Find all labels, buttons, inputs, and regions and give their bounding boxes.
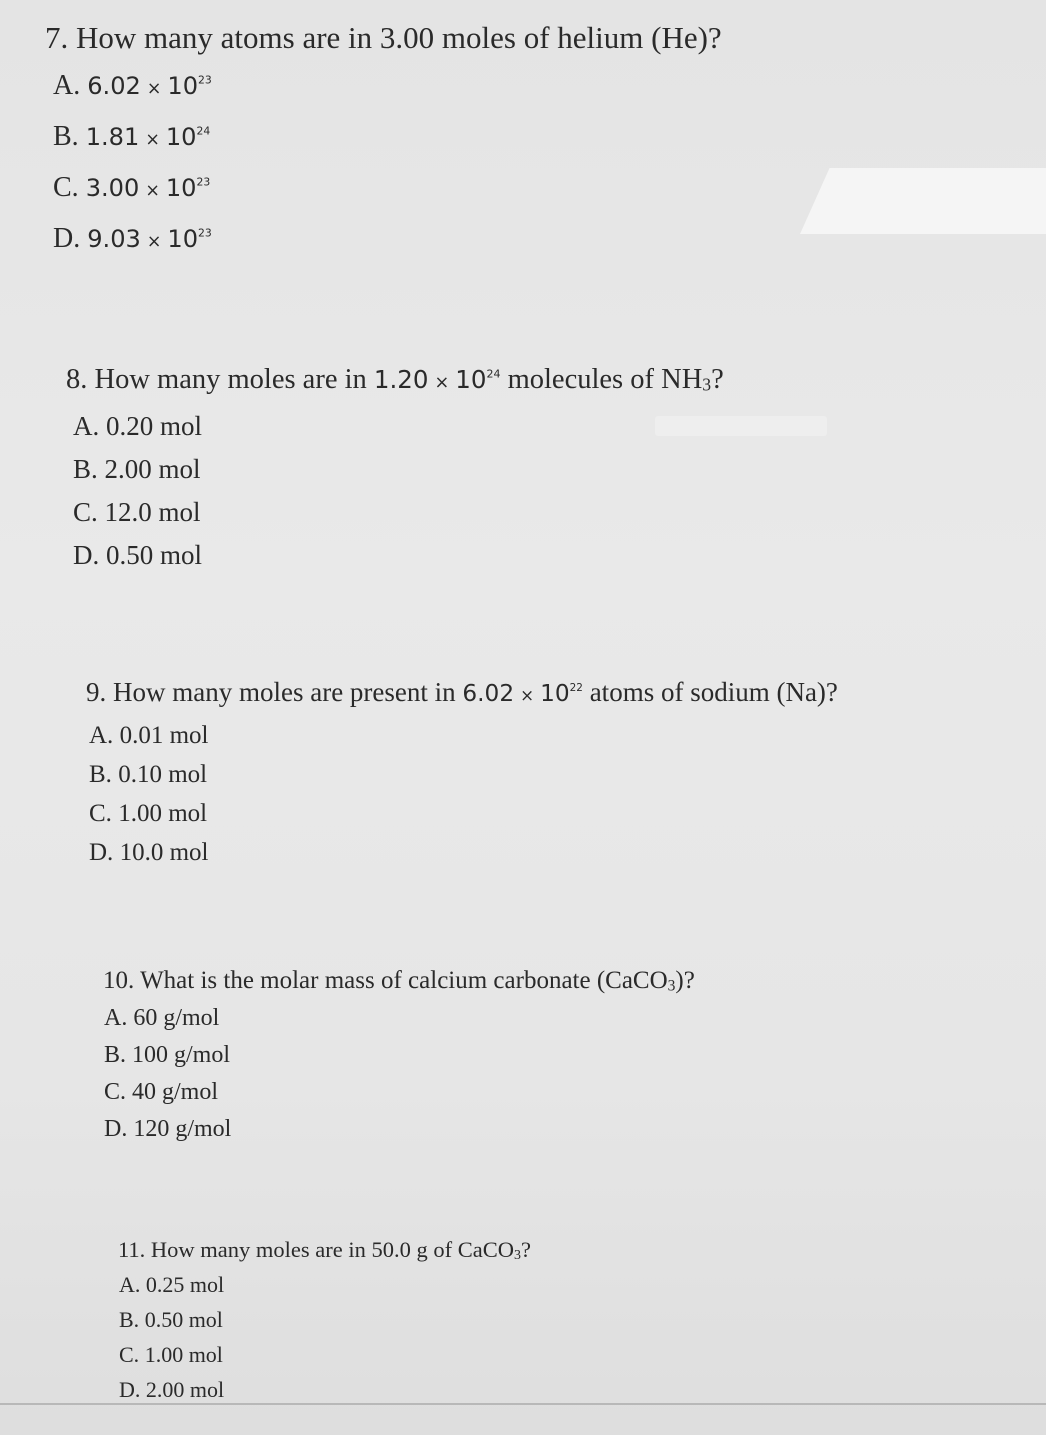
times-sign: × bbox=[145, 181, 160, 201]
option-text: 0.10 mol bbox=[118, 761, 208, 788]
option-letter: C. bbox=[73, 497, 98, 527]
option-letter: A. bbox=[89, 722, 114, 749]
option-text: 100 g/mol bbox=[132, 1042, 231, 1068]
mantissa: 1.20 bbox=[373, 365, 429, 394]
power-base: 10 bbox=[540, 680, 570, 707]
times-sign: × bbox=[146, 232, 162, 252]
scientific-number bbox=[86, 174, 211, 202]
question-stem: What is the molar mass of calcium carbonate (CaCO bbox=[140, 967, 668, 994]
option-letter: C. bbox=[104, 1079, 127, 1105]
scientific-number bbox=[86, 123, 211, 151]
option-letter: A. bbox=[104, 1005, 128, 1031]
option-letter: B. bbox=[89, 761, 112, 788]
times-sign: × bbox=[146, 79, 162, 99]
option-letter: B. bbox=[53, 121, 79, 152]
question-9 bbox=[86, 671, 838, 872]
option-text: 120 g/mol bbox=[133, 1116, 232, 1142]
question-stem: How many moles are in 50.0 g of CaCO bbox=[150, 1237, 514, 1262]
option-c[interactable] bbox=[89, 794, 838, 833]
option-letter: D. bbox=[89, 839, 114, 866]
answer-options bbox=[45, 62, 722, 266]
answer-options bbox=[118, 1267, 531, 1407]
power-base: 10 bbox=[167, 225, 199, 253]
option-b[interactable] bbox=[73, 448, 724, 491]
answer-options bbox=[103, 1000, 695, 1148]
question-stem: How many atoms are in 3.00 moles of helium (He)? bbox=[76, 20, 722, 55]
option-letter: D. bbox=[119, 1377, 141, 1402]
option-b[interactable] bbox=[119, 1302, 531, 1337]
subscript: 3 bbox=[667, 977, 676, 995]
option-text: 0.50 mol bbox=[106, 540, 203, 570]
option-b[interactable] bbox=[89, 755, 838, 794]
option-c[interactable] bbox=[53, 164, 722, 215]
mantissa: 3.00 bbox=[85, 174, 140, 202]
mantissa: 6.02 bbox=[87, 72, 141, 100]
option-text: 2.00 mol bbox=[145, 1377, 225, 1402]
option-d[interactable] bbox=[53, 215, 722, 266]
option-b[interactable] bbox=[104, 1037, 695, 1074]
option-text: 40 g/mol bbox=[132, 1079, 219, 1105]
question-text bbox=[103, 962, 695, 1000]
question-8 bbox=[66, 358, 724, 577]
power-base: 10 bbox=[455, 365, 487, 394]
question-number: 8. bbox=[66, 364, 88, 395]
answer-options bbox=[66, 405, 724, 577]
option-text: 1.00 mol bbox=[118, 800, 208, 827]
mantissa: 9.03 bbox=[87, 225, 141, 253]
option-c[interactable] bbox=[73, 491, 724, 534]
option-b[interactable] bbox=[53, 113, 722, 164]
power-base: 10 bbox=[165, 174, 197, 202]
option-text: 0.20 mol bbox=[106, 411, 203, 441]
option-letter: A. bbox=[53, 70, 81, 101]
times-sign: × bbox=[434, 373, 450, 393]
option-a[interactable] bbox=[104, 1000, 695, 1037]
page-edge-line bbox=[0, 1403, 1046, 1405]
question-stem: How many moles are in bbox=[94, 364, 367, 395]
option-d[interactable] bbox=[104, 1111, 695, 1148]
option-a[interactable] bbox=[89, 716, 838, 755]
question-mark: )? bbox=[675, 967, 695, 994]
mantissa: 1.81 bbox=[85, 123, 140, 151]
option-c[interactable] bbox=[104, 1074, 695, 1111]
option-text: 0.01 mol bbox=[119, 722, 209, 749]
exponent: 23 bbox=[196, 175, 211, 189]
power-base: 10 bbox=[167, 72, 199, 100]
option-a[interactable] bbox=[119, 1267, 531, 1302]
question-stem: How many moles are present in bbox=[113, 677, 456, 707]
option-text: 60 g/mol bbox=[133, 1005, 220, 1031]
question-text bbox=[118, 1233, 531, 1267]
mantissa: 6.02 bbox=[462, 680, 515, 707]
question-10 bbox=[103, 962, 695, 1148]
question-11 bbox=[118, 1233, 531, 1407]
option-a[interactable] bbox=[73, 405, 724, 448]
question-number: 7. bbox=[45, 20, 69, 55]
question-text bbox=[66, 358, 724, 405]
times-sign: × bbox=[520, 685, 535, 705]
option-text: 0.25 mol bbox=[145, 1272, 225, 1297]
option-text: 12.0 mol bbox=[104, 497, 201, 527]
option-d[interactable] bbox=[89, 833, 838, 872]
option-text: 1.00 mol bbox=[144, 1342, 223, 1367]
question-7 bbox=[45, 14, 722, 266]
option-letter: B. bbox=[73, 454, 98, 484]
option-c[interactable] bbox=[119, 1337, 531, 1372]
times-sign: × bbox=[145, 130, 160, 150]
option-letter: A. bbox=[119, 1272, 141, 1297]
exponent: 23 bbox=[198, 73, 212, 87]
exponent: 23 bbox=[198, 226, 212, 240]
subscript: 3 bbox=[514, 1248, 521, 1264]
screen-glare bbox=[800, 168, 1046, 234]
option-letter: C. bbox=[53, 172, 79, 203]
power-base: 10 bbox=[165, 123, 197, 151]
option-letter: A. bbox=[73, 411, 100, 441]
option-text: 10.0 mol bbox=[119, 839, 209, 866]
option-d[interactable] bbox=[119, 1372, 531, 1407]
scientific-number bbox=[87, 72, 212, 100]
question-text bbox=[45, 14, 722, 62]
option-letter: C. bbox=[119, 1342, 140, 1367]
question-number: 11. bbox=[118, 1237, 146, 1262]
question-text bbox=[86, 671, 838, 716]
option-letter: D. bbox=[53, 223, 81, 254]
option-letter: B. bbox=[104, 1042, 127, 1068]
option-letter: C. bbox=[89, 800, 112, 827]
scientific-number bbox=[87, 225, 212, 253]
question-number: 9. bbox=[86, 677, 107, 707]
option-letter: D. bbox=[73, 540, 100, 570]
question-stem-end: molecules of NH bbox=[507, 364, 703, 395]
subscript: 3 bbox=[702, 374, 712, 395]
exponent: 24 bbox=[486, 367, 501, 381]
answer-options bbox=[86, 716, 838, 872]
exponent: 22 bbox=[569, 682, 583, 695]
question-mark: ? bbox=[520, 1237, 531, 1262]
scientific-number bbox=[374, 365, 501, 394]
option-letter: D. bbox=[104, 1116, 128, 1142]
option-text: 0.50 mol bbox=[144, 1307, 223, 1332]
option-a[interactable] bbox=[53, 62, 722, 113]
question-stem-end: atoms of sodium (Na)? bbox=[589, 677, 838, 707]
question-mark: ? bbox=[711, 364, 724, 395]
scientific-number bbox=[462, 680, 583, 707]
option-d[interactable] bbox=[73, 534, 724, 577]
option-letter: B. bbox=[119, 1307, 140, 1332]
question-number: 10. bbox=[103, 967, 135, 994]
option-text: 2.00 mol bbox=[104, 454, 201, 484]
exponent: 24 bbox=[196, 124, 211, 138]
